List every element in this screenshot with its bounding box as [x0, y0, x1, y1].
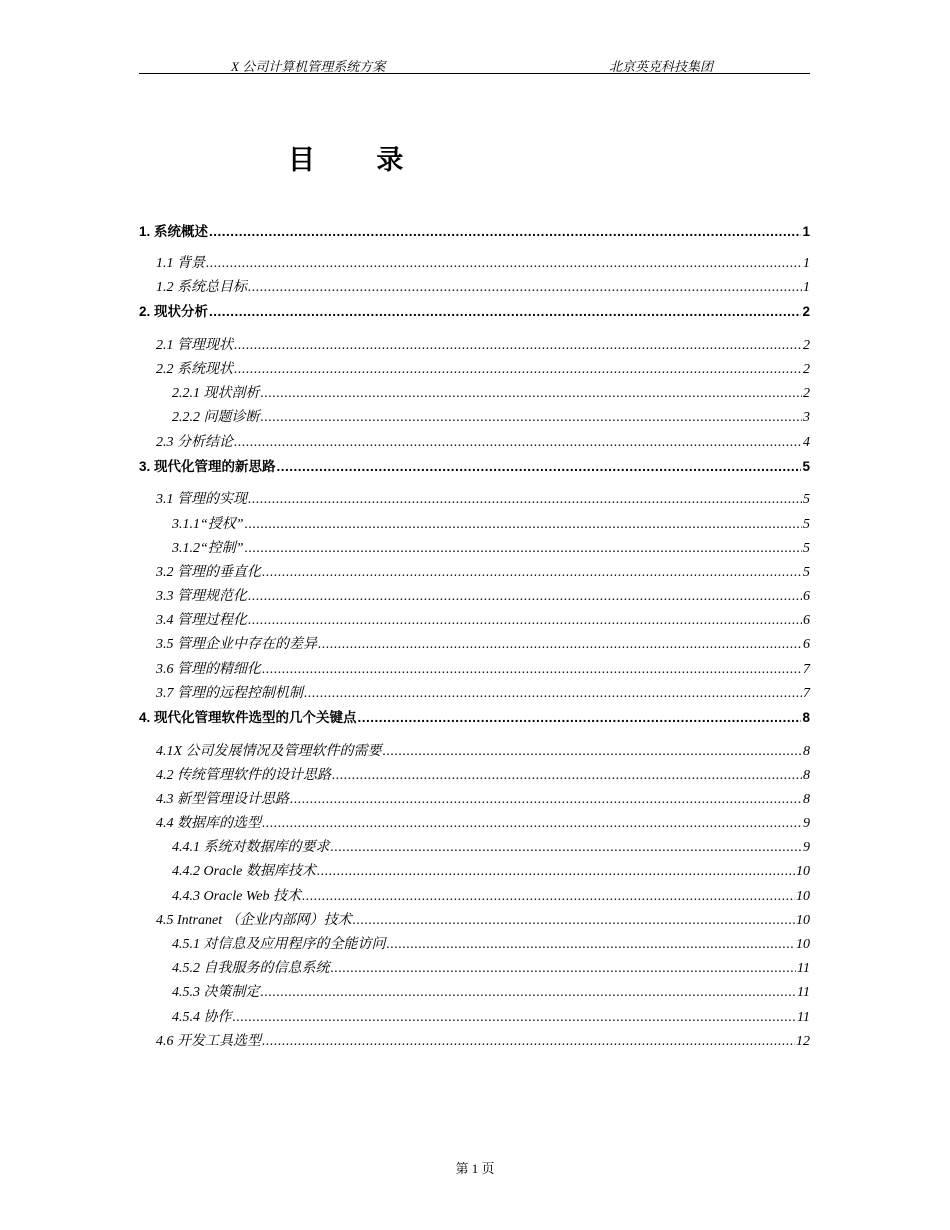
toc-entry-label: 4.5.2 自我服务的信息系统 [172, 961, 330, 977]
dot-leader [277, 455, 802, 479]
toc-entry[interactable] [139, 406, 810, 430]
toc-entry[interactable] [139, 561, 810, 585]
dot-leader [209, 220, 801, 244]
dot-leader [358, 706, 802, 730]
dot-leader [233, 1006, 797, 1030]
toc-entry-label: 4.5.4 协作 [172, 1009, 232, 1025]
toc-entry[interactable] [139, 488, 810, 512]
toc-entry[interactable] [139, 537, 810, 561]
toc-entry[interactable] [139, 957, 810, 981]
toc-entry-label: 3.6 管理的精细化 [156, 661, 261, 677]
toc-entry[interactable] [139, 860, 810, 884]
dot-leader [209, 300, 801, 324]
toc-title: 目 录 [288, 145, 430, 176]
toc-entry[interactable] [139, 764, 810, 788]
toc-entry-page-number: 10 [796, 912, 810, 928]
toc-entry-label: 3.4 管理过程化 [156, 613, 247, 629]
toc-entry-page-number: 5 [802, 458, 810, 474]
dot-leader [262, 1030, 795, 1054]
dot-leader [262, 812, 802, 836]
table-of-contents [139, 220, 810, 1054]
dot-leader [261, 406, 803, 430]
header-document-title: X 公司计算机管理系统方案 [231, 59, 386, 74]
toc-entry[interactable] [139, 658, 810, 682]
dot-leader [262, 658, 802, 682]
toc-entry-label: 4.4.2 Oracle 数据库技术 [172, 864, 316, 880]
toc-entry-label: 1. 系统概述 [139, 224, 209, 239]
toc-entry-label: 4.4.1 系统对数据库的要求 [172, 840, 330, 856]
dot-leader [318, 633, 802, 657]
toc-entry-label: 2.3 分析结论 [156, 434, 233, 450]
page-footer: 第 1 页 [455, 1161, 495, 1176]
toc-entry-label: 1.2 系统总目标 [156, 280, 247, 296]
dot-leader [234, 358, 802, 382]
toc-entry-page-number: 8 [803, 743, 810, 759]
toc-entry[interactable] [139, 220, 810, 252]
toc-entry-label: 4.4.3 Oracle Web 技术 [172, 888, 301, 904]
dot-leader [206, 252, 802, 276]
toc-entry[interactable] [139, 981, 810, 1005]
toc-entry-page-number: 11 [797, 961, 810, 977]
dot-leader [234, 334, 802, 358]
toc-entry-label: 2. 现状分析 [139, 304, 209, 320]
dot-leader [248, 609, 802, 633]
toc-entry-page-number: 9 [803, 816, 810, 832]
toc-entry-label: 3.2 管理的垂直化 [156, 564, 261, 580]
toc-entry[interactable] [139, 609, 810, 633]
dot-leader [290, 788, 802, 812]
toc-entry-page-number: 10 [796, 864, 810, 880]
dot-leader [317, 860, 795, 884]
toc-entry-page-number: 10 [796, 937, 810, 952]
toc-entry-label: 4. 现代化管理软件选型的几个关键点 [139, 710, 357, 725]
toc-entry-page-number: 2 [803, 386, 810, 402]
toc-entry-label: 3.1.2“控制” [172, 540, 244, 556]
dot-leader [331, 836, 803, 860]
toc-entry-page-number: 5 [803, 516, 810, 532]
toc-entry-page-number: 2 [803, 362, 810, 378]
dot-leader [304, 682, 802, 706]
toc-entry-label: 4.6 开发工具选型 [156, 1033, 261, 1049]
toc-entry-page-number: 11 [797, 985, 810, 1001]
toc-entry[interactable] [139, 585, 810, 609]
toc-entry-label: 2.2.2 问题诊断 [172, 410, 260, 426]
toc-entry-page-number: 5 [803, 540, 810, 556]
toc-entry-label: 1.1 背景 [156, 256, 205, 271]
toc-entry-label: 3.7 管理的远程控制机制 [156, 685, 303, 701]
toc-entry-label: 3.5 管理企业中存在的差异 [156, 637, 317, 653]
dot-leader [245, 537, 802, 561]
toc-entry-page-number: 8 [803, 791, 810, 807]
dot-leader [245, 513, 802, 537]
toc-entry[interactable] [139, 1030, 810, 1054]
dot-leader [234, 431, 802, 455]
dot-leader [248, 488, 802, 512]
toc-entry[interactable] [139, 933, 810, 957]
toc-entry[interactable] [139, 740, 810, 764]
toc-entry-page-number: 1 [802, 224, 810, 239]
toc-entry-label: 2.2.1 现状剖析 [172, 386, 260, 402]
toc-entry[interactable] [139, 382, 810, 406]
toc-entry-page-number: 4 [803, 434, 810, 450]
header-company-name: 北京英克科技集团 [609, 59, 714, 74]
toc-entry-label: 4.5 Intranet （企业内部网）技术 [156, 912, 352, 928]
toc-entry-label: 2.2 系统现状 [156, 362, 233, 378]
toc-entry-label: 3. 现代化管理的新思路 [139, 458, 276, 474]
dot-leader [261, 382, 803, 406]
toc-entry[interactable] [139, 909, 810, 933]
toc-entry-page-number: 3 [803, 410, 810, 426]
toc-entry-page-number: 7 [803, 661, 810, 677]
toc-entry[interactable] [139, 682, 810, 706]
toc-entry-page-number: 7 [803, 685, 810, 701]
toc-entry-page-number: 6 [803, 637, 810, 653]
toc-entry-label: 3.3 管理规范化 [156, 589, 247, 605]
dot-leader [353, 909, 795, 933]
toc-entry[interactable] [139, 788, 810, 812]
dot-leader [387, 933, 796, 957]
toc-entry-page-number: 9 [803, 840, 810, 856]
toc-entry[interactable] [139, 1006, 810, 1030]
toc-entry-page-number: 12 [796, 1033, 810, 1049]
toc-entry[interactable] [139, 812, 810, 836]
toc-entry-page-number: 10 [796, 888, 810, 904]
page-header [139, 55, 810, 74]
toc-entry-page-number: 1 [803, 280, 810, 296]
toc-entry-page-number: 6 [803, 613, 810, 629]
toc-entry[interactable] [139, 885, 810, 909]
toc-entry[interactable] [139, 836, 810, 860]
dot-leader [332, 764, 802, 788]
toc-entry-page-number: 1 [803, 256, 810, 271]
toc-entry[interactable] [139, 358, 810, 382]
dot-leader [248, 585, 802, 609]
toc-entry-label: 4.3 新型管理设计思路 [156, 791, 289, 807]
dot-leader [261, 981, 797, 1005]
toc-entry-page-number: 11 [797, 1009, 810, 1025]
dot-leader [262, 561, 802, 585]
toc-entry[interactable] [139, 633, 810, 657]
toc-entry[interactable] [139, 252, 810, 276]
toc-entry[interactable] [139, 513, 810, 537]
toc-entry-page-number: 5 [803, 492, 810, 508]
toc-entry-label: 2.1 管理现状 [156, 337, 233, 353]
toc-entry-page-number: 2 [802, 304, 810, 320]
toc-entry[interactable] [139, 706, 810, 740]
toc-entry-label: 4.2 传统管理软件的设计思路 [156, 767, 331, 783]
toc-entry-label: 4.5.3 决策制定 [172, 985, 260, 1001]
toc-entry[interactable] [139, 455, 810, 489]
toc-entry-page-number: 5 [803, 564, 810, 580]
toc-entry[interactable] [139, 431, 810, 455]
toc-entry-page-number: 8 [803, 767, 810, 783]
dot-leader [331, 957, 797, 981]
dot-leader [248, 276, 802, 300]
toc-entry-page-number: 6 [803, 589, 810, 605]
toc-entry-label: 4.4 数据库的选型 [156, 816, 261, 832]
toc-entry-label: 4.5.1 对信息及应用程序的全能访问 [172, 937, 386, 952]
toc-entry[interactable] [139, 300, 810, 334]
toc-entry[interactable] [139, 334, 810, 358]
dot-leader [302, 885, 795, 909]
toc-entry-label: 4.1X 公司发展情况及管理软件的需要 [156, 743, 382, 759]
dot-leader [383, 740, 802, 764]
toc-entry-label: 3.1 管理的实现 [156, 492, 247, 508]
toc-entry-page-number: 8 [802, 710, 810, 725]
toc-entry-page-number: 2 [803, 337, 810, 353]
toc-entry[interactable] [139, 276, 810, 300]
toc-entry-label: 3.1.1“授权” [172, 516, 244, 532]
